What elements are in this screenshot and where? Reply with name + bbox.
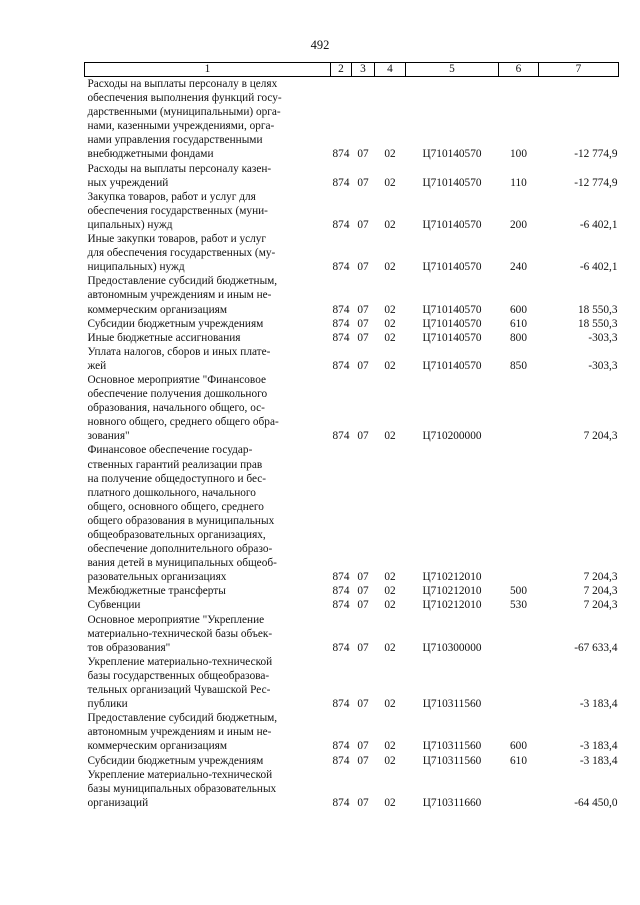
column-header: 1 <box>85 63 331 77</box>
cell-pr: 02 <box>384 261 396 274</box>
table-row <box>85 598 619 612</box>
cell-vr: 200 <box>510 218 527 231</box>
table-row <box>85 190 619 232</box>
row-name-line: новного общего, среднего общего обра- <box>87 416 279 429</box>
row-name-line: разовательных организациях <box>87 571 227 584</box>
cell-grbs: 874 <box>332 641 350 654</box>
row-name-line: нами, казенными учреждениями, орга- <box>87 120 275 133</box>
cell-grbs: 874 <box>332 754 350 767</box>
cell-vr: 110 <box>510 176 527 189</box>
cell-pr: 02 <box>384 599 396 612</box>
row-name-line: общего, основного общего, среднего <box>87 500 264 513</box>
cell-sum: -303,3 <box>588 359 618 372</box>
table-row <box>85 274 619 316</box>
row-name-line: Уплата налогов, сборов и иных плате- <box>87 345 271 358</box>
cell-rz: 07 <box>357 599 369 612</box>
cell-rz: 07 <box>357 698 369 711</box>
cell-sum: -3 183,4 <box>579 754 618 767</box>
row-name <box>85 331 331 345</box>
cell-vr: 600 <box>510 303 527 316</box>
cell-pr: 02 <box>384 359 396 372</box>
row-name-line: обеспечения государственных (муни- <box>87 204 268 217</box>
table-row <box>85 655 619 711</box>
cell-sum: -12 774,9 <box>574 148 618 161</box>
cell-sum: 18 550,3 <box>577 303 618 316</box>
cell-vr: 600 <box>510 740 527 753</box>
cell-vr: 610 <box>510 754 527 767</box>
row-name-line: ниципальных) нужд <box>87 261 185 274</box>
cell-rz: 07 <box>357 571 369 584</box>
row-name-line: платного дошкольного, начального <box>87 486 256 499</box>
cell-vr: 100 <box>510 148 527 161</box>
cell-grbs: 874 <box>332 430 350 443</box>
cell-sum: -3 183,4 <box>579 698 618 711</box>
cell-grbs: 874 <box>332 317 350 330</box>
row-name-line: Межбюджетные трансферты <box>87 585 226 598</box>
cell-sum: 18 550,3 <box>577 317 618 330</box>
table-row <box>85 345 619 373</box>
table-row <box>85 232 619 274</box>
cell-grbs: 874 <box>332 585 350 598</box>
table-row <box>85 754 619 768</box>
cell-csr: Ц710200000 <box>422 430 482 443</box>
cell-rz: 07 <box>357 303 369 316</box>
cell-csr: Ц710140570 <box>422 261 482 274</box>
row-name <box>85 584 331 598</box>
column-header: 3 <box>352 63 375 77</box>
cell-rz: 07 <box>357 740 369 753</box>
row-name-line: Расходы на выплаты персоналу казен- <box>87 162 272 175</box>
cell-sum: -64 450,0 <box>574 796 618 809</box>
row-name-line: Субсидии бюджетным учреждениям <box>87 754 264 767</box>
cell-rz: 07 <box>357 585 369 598</box>
row-name-line: зования" <box>87 430 130 443</box>
row-name-line: Предоставление субсидий бюджетным, <box>87 275 278 288</box>
cell-grbs: 874 <box>332 176 350 189</box>
cell-rz: 07 <box>357 261 369 274</box>
cell-vr: 800 <box>510 331 527 344</box>
cell-pr: 02 <box>384 641 396 654</box>
row-name <box>85 373 331 443</box>
row-name-line: обеспечение получения дошкольного <box>87 388 268 401</box>
row-name-line: на получение общедоступного и бес- <box>87 472 267 485</box>
table-row <box>85 711 619 753</box>
cell-csr: Ц710311560 <box>422 754 482 767</box>
row-name <box>85 232 331 274</box>
row-name-line: дарственными (муниципальными) орга- <box>87 106 281 119</box>
cell-csr: Ц710140570 <box>422 148 482 161</box>
cell-csr: Ц710300000 <box>422 641 482 654</box>
row-name-line: организаций <box>87 796 149 809</box>
row-name-line: общего образования в муниципальных <box>87 514 275 527</box>
column-header: 6 <box>499 63 539 77</box>
cell-rz: 07 <box>357 796 369 809</box>
row-name-line: материально-технической базы объек- <box>87 627 273 640</box>
cell-grbs: 874 <box>332 359 350 372</box>
row-name-line: жей <box>87 359 107 372</box>
cell-csr: Ц710140570 <box>422 176 482 189</box>
row-name <box>85 317 331 331</box>
row-name <box>85 345 331 373</box>
row-name-line: автономным учреждениям и иным не- <box>87 726 272 739</box>
row-name-line: Закупка товаров, работ и услуг для <box>87 190 256 203</box>
row-name-line: базы государственных общеобразова- <box>87 669 270 682</box>
table-row <box>85 331 619 345</box>
cell-grbs: 874 <box>332 148 350 161</box>
cell-vr: 530 <box>510 599 527 612</box>
cell-vr <box>499 613 539 655</box>
cell-sum: -303,3 <box>588 331 618 344</box>
row-name-line: коммерческим организациям <box>87 740 227 753</box>
row-name-line: Укрепление материально-технической <box>87 768 273 781</box>
row-name-line: Основное мероприятие "Укрепление <box>87 613 265 626</box>
cell-rz: 07 <box>357 430 369 443</box>
cell-vr <box>499 373 539 443</box>
cell-pr: 02 <box>384 331 396 344</box>
row-name-line: ципальных) нужд <box>87 218 173 231</box>
row-name <box>85 655 331 711</box>
cell-grbs: 874 <box>332 599 350 612</box>
row-name-line: тов образования" <box>87 641 171 654</box>
row-name-line: образования, начального общего, ос- <box>87 402 265 415</box>
cell-csr: Ц710140570 <box>422 218 482 231</box>
table-row <box>85 317 619 331</box>
row-name <box>85 274 331 316</box>
cell-sum: 7 204,3 <box>583 585 618 598</box>
cell-grbs: 874 <box>332 796 350 809</box>
page-number: 492 <box>310 38 330 52</box>
cell-csr: Ц710311560 <box>422 740 482 753</box>
row-name <box>85 443 331 584</box>
budget-table <box>84 62 619 810</box>
row-name-line: Финансовое обеспечение государ- <box>87 444 253 457</box>
row-name-line: базы муниципальных образовательных <box>87 782 277 795</box>
cell-sum: -6 402,1 <box>579 261 618 274</box>
cell-pr: 02 <box>384 218 396 231</box>
cell-pr: 02 <box>384 571 396 584</box>
row-name-line: нами управления государственными <box>87 134 263 147</box>
cell-pr: 02 <box>384 430 396 443</box>
cell-rz: 07 <box>357 641 369 654</box>
cell-pr: 02 <box>384 303 396 316</box>
row-name-line: тельных организаций Чувашской Рес- <box>87 684 271 697</box>
cell-grbs: 874 <box>332 261 350 274</box>
row-name-line: ственных гарантий реализации прав <box>87 458 263 471</box>
cell-vr <box>499 768 539 810</box>
cell-vr: 500 <box>510 585 527 598</box>
table-row <box>85 768 619 810</box>
cell-sum: 7 204,3 <box>583 599 618 612</box>
table-row <box>85 162 619 190</box>
cell-pr: 02 <box>384 796 396 809</box>
row-name-line: обеспечение дополнительного образо- <box>87 543 273 556</box>
cell-csr: Ц710212010 <box>422 571 482 584</box>
cell-pr: 02 <box>384 754 396 767</box>
cell-grbs: 874 <box>332 571 350 584</box>
cell-rz: 07 <box>357 317 369 330</box>
cell-rz: 07 <box>357 359 369 372</box>
row-name-line: Иные бюджетные ассигнования <box>87 331 241 344</box>
cell-sum: 7 204,3 <box>583 571 618 584</box>
cell-csr: Ц710140570 <box>422 331 482 344</box>
cell-rz: 07 <box>357 218 369 231</box>
row-name-line: Иные закупки товаров, работ и услуг <box>87 233 267 246</box>
row-name-line: вания детей в муниципальных общеоб- <box>87 557 277 570</box>
cell-csr: Ц710311560 <box>422 698 482 711</box>
cell-pr: 02 <box>384 148 396 161</box>
row-name-line: Предоставление субсидий бюджетным, <box>87 712 278 725</box>
cell-csr: Ц710212010 <box>422 585 482 598</box>
cell-sum: 7 204,3 <box>583 430 618 443</box>
table-row <box>85 584 619 598</box>
cell-csr: Ц710140570 <box>422 317 482 330</box>
column-header: 7 <box>539 63 619 77</box>
cell-sum: -67 633,4 <box>574 641 618 654</box>
column-header: 5 <box>406 63 499 77</box>
row-name-line: внебюджетными фондами <box>87 148 214 161</box>
row-name <box>85 711 331 753</box>
row-name-line: Укрепление материально-технической <box>87 655 273 668</box>
cell-sum: -3 183,4 <box>579 740 618 753</box>
cell-rz: 07 <box>357 331 369 344</box>
cell-vr <box>499 655 539 711</box>
row-name-line: Основное мероприятие "Финансовое <box>87 373 266 386</box>
cell-pr: 02 <box>384 585 396 598</box>
table-row <box>85 373 619 443</box>
column-number-row <box>85 63 619 77</box>
row-name-line: обеспечения выполнения функций госу- <box>87 92 282 105</box>
row-name-line: ных учреждений <box>87 176 169 189</box>
cell-csr: Ц710212010 <box>422 599 482 612</box>
cell-vr: 240 <box>510 261 527 274</box>
row-name-line: Расходы на выплаты персоналу в целях <box>87 78 278 90</box>
cell-csr: Ц710140570 <box>422 359 482 372</box>
cell-vr: 850 <box>510 359 527 372</box>
cell-pr: 02 <box>384 740 396 753</box>
cell-grbs: 874 <box>332 740 350 753</box>
row-name <box>85 768 331 810</box>
cell-csr: Ц710311660 <box>422 796 482 809</box>
row-name <box>85 754 331 768</box>
column-header: 2 <box>331 63 352 77</box>
cell-grbs: 874 <box>332 331 350 344</box>
cell-grbs: 874 <box>332 698 350 711</box>
cell-rz: 07 <box>357 754 369 767</box>
cell-sum: -6 402,1 <box>579 218 618 231</box>
row-name-line: публики <box>87 698 128 711</box>
table-row <box>85 443 619 584</box>
row-name-line: Субвенции <box>87 599 141 612</box>
row-name <box>85 162 331 190</box>
cell-grbs: 874 <box>332 218 350 231</box>
cell-csr: Ц710140570 <box>422 303 482 316</box>
column-header: 4 <box>375 63 406 77</box>
row-name <box>85 613 331 655</box>
row-name-line: автономным учреждениям и иным не- <box>87 289 272 302</box>
table-row <box>85 613 619 655</box>
cell-pr: 02 <box>384 698 396 711</box>
cell-sum: -12 774,9 <box>574 176 618 189</box>
cell-rz: 07 <box>357 148 369 161</box>
table-row <box>85 77 619 162</box>
cell-vr: 610 <box>510 317 527 330</box>
row-name-line: для обеспечения государственных (му- <box>87 247 276 260</box>
row-name <box>85 77 331 162</box>
row-name <box>85 190 331 232</box>
row-name-line: коммерческим организациям <box>87 303 227 316</box>
row-name-line: Субсидии бюджетным учреждениям <box>87 317 264 330</box>
cell-pr: 02 <box>384 176 396 189</box>
cell-grbs: 874 <box>332 303 350 316</box>
row-name <box>85 598 331 612</box>
cell-pr: 02 <box>384 317 396 330</box>
row-name-line: общеобразовательных организациях, <box>87 529 266 541</box>
cell-vr <box>499 443 539 584</box>
cell-rz: 07 <box>357 176 369 189</box>
